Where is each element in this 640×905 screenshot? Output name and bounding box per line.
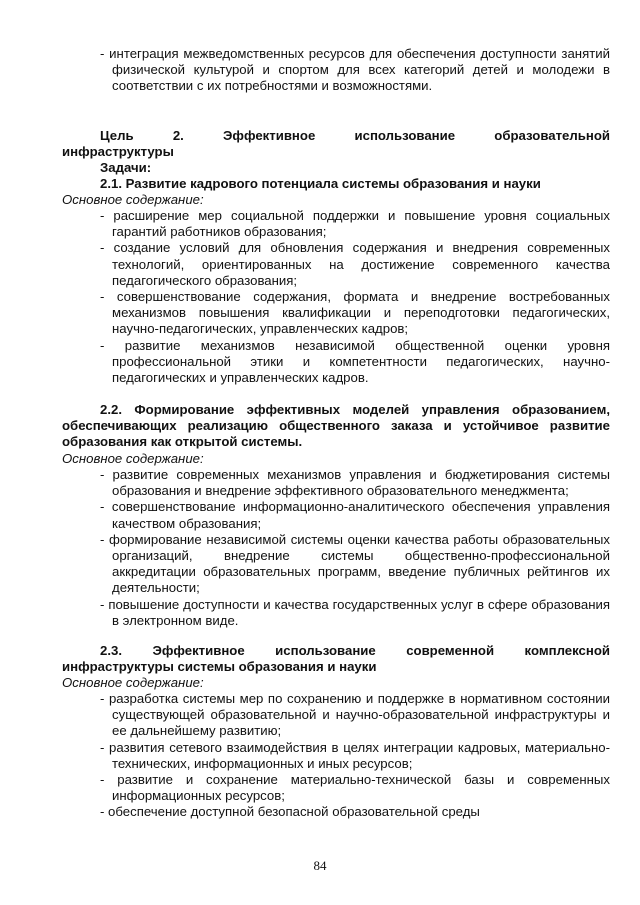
section-heading-2-1: 2.1. Развитие кадрового потенциала системы образования и науки bbox=[100, 176, 541, 192]
content-label: Основное содержание: bbox=[62, 450, 204, 466]
list-item: - формирование независимой системы оценки качества работы образовательных организаций, внедрение системы общественно-профессиональной аккредитации образовательных программ, введение публичных рейтингов их деятельности; bbox=[100, 531, 610, 596]
section-2-3-heading-cont bbox=[62, 659, 610, 691]
section-2-2-list bbox=[100, 467, 610, 629]
tasks-block bbox=[100, 160, 610, 192]
section-heading-2-2: 2.2. Формирование эффективных моделей управления образованием, обеспечивающих реализацию общественного заказа и устойчивое развитие образования как открытой системы. bbox=[62, 402, 610, 450]
section-2-1-list bbox=[100, 208, 610, 386]
tasks-label: Задачи: bbox=[100, 160, 152, 175]
goal-2-heading bbox=[100, 128, 610, 144]
list-item: - обеспечение доступной безопасной образовательной среды bbox=[100, 804, 480, 820]
list-item: - разработка системы мер по сохранению и поддержке в нормативном состоянии существующей образовательной и научно-образовательной инфраструктуры и ее дальнейшему развитию; bbox=[100, 691, 610, 739]
section-2-3-list bbox=[100, 691, 610, 821]
goal-2-heading-cont bbox=[62, 144, 610, 160]
list-item: - совершенствование содержания, формата и внедрение востребованных механизмов повышения квалификации и переподготовки педагогических, научно-педагогических, управленческих кадров; bbox=[100, 289, 610, 337]
page-number: 84 bbox=[313, 858, 327, 873]
list-item: - развитие современных механизмов управления и бюджетирования системы образования и внедрение эффективного образовательного менеджмента; bbox=[100, 467, 610, 499]
goal-title-line2: инфраструктуры bbox=[62, 144, 174, 159]
section-2-3-heading bbox=[100, 643, 610, 659]
content-label: Основное содержание: bbox=[62, 192, 204, 207]
list-item: - совершенствование информационно-аналитического обеспечения управления качеством образования; bbox=[100, 499, 610, 531]
list-item: - развитие механизмов независимой общественной оценки уровня профессиональной этики и компетентности педагогических, научно-педагогических и управленческих кадров. bbox=[100, 337, 610, 386]
list-item: - повышение доступности и качества государственных услуг в сфере образования в электронном виде. bbox=[100, 596, 610, 628]
section-2-2-heading bbox=[62, 402, 610, 467]
section-heading-2-3-line2: инфраструктуры системы образования и науки bbox=[62, 659, 377, 674]
intro-block bbox=[100, 46, 610, 95]
goal-title-line1: Цель 2. Эффективное использование образовательной bbox=[100, 128, 610, 143]
section-heading-2-3-line1: 2.3. Эффективное использование современной комплексной bbox=[100, 643, 610, 658]
list-item: - расширение мер социальной поддержки и повышение уровня социальных гарантий работников образования; bbox=[100, 208, 610, 240]
section-2-1-label bbox=[62, 192, 610, 208]
list-item: - развитие и сохранение материально-технической базы и современных информационных ресурсов; bbox=[100, 772, 610, 804]
list-item: - развития сетевого взаимодействия в целях интеграции кадровых, материально-технических, информационных и иных ресурсов; bbox=[100, 739, 610, 771]
content-label: Основное содержание: bbox=[62, 675, 204, 691]
list-item: - создание условий для обновления содержания и внедрения современных технологий, ориентированных на достижение современного качества педагогического образования; bbox=[100, 240, 610, 288]
list-item: - интеграция межведомственных ресурсов для обеспечения доступности занятий физической культурой и спортом для всех категорий детей и молодежи в соответствии с их потребностями и возможностями. bbox=[100, 46, 610, 94]
